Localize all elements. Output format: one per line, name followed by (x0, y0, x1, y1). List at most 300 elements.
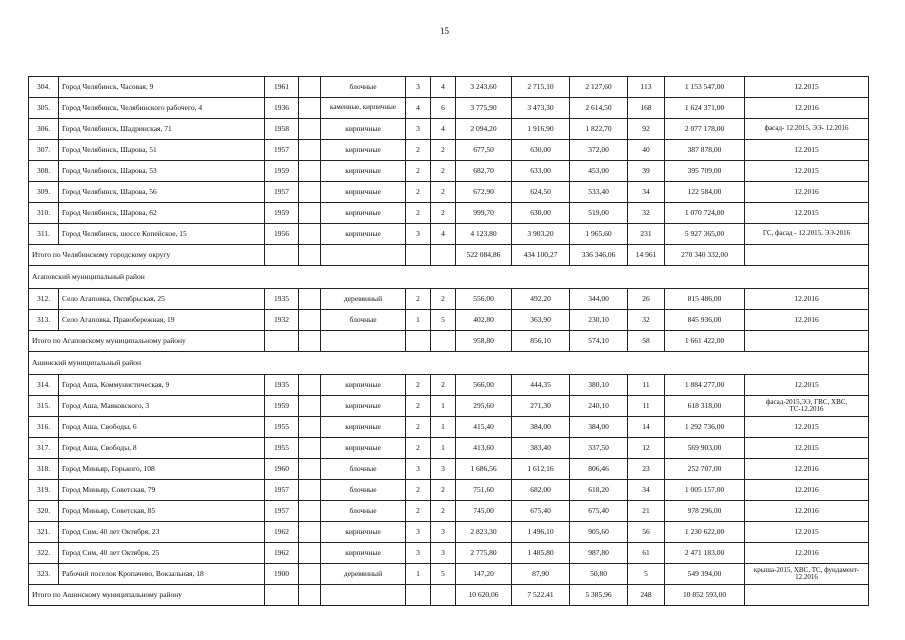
table-cell: 12.2016 (745, 310, 869, 331)
table-cell (299, 480, 321, 501)
table-row (29, 161, 869, 182)
table-cell: 322. (29, 543, 59, 564)
table-cell: 380,10 (570, 375, 628, 396)
table-cell: 122 584,00 (665, 182, 745, 203)
table-cell: 1 485,80 (512, 543, 570, 564)
table-row (29, 543, 869, 564)
table-cell: 295,60 (456, 396, 512, 417)
table-cell: 2 (431, 480, 456, 501)
table-cell: 32 (628, 310, 665, 331)
total-label: Итого по Челябинскому городскому округу (29, 245, 265, 266)
table-cell: 395 709,00 (665, 161, 745, 182)
table-cell: 675,40 (512, 501, 570, 522)
table-cell: 14 (628, 417, 665, 438)
table-cell: Город Челябинск, Шарова, 51 (59, 140, 265, 161)
table-row (29, 140, 869, 161)
table-cell: 2 127,60 (570, 77, 628, 98)
table-cell: 304. (29, 77, 59, 98)
table-cell: блочные (321, 77, 406, 98)
table-cell: 23 (628, 459, 665, 480)
table-cell: 2 (431, 501, 456, 522)
table-cell: кирпичные (321, 119, 406, 140)
table-cell: 230,10 (570, 310, 628, 331)
table-cell: 252 707,00 (665, 459, 745, 480)
table-cell: кирпичные (321, 417, 406, 438)
table-cell: Город Аша, Коммунистическая, 9 (59, 375, 265, 396)
table-cell: 12.2015 (745, 161, 869, 182)
table-cell: 444,35 (512, 375, 570, 396)
table-cell (299, 182, 321, 203)
table-cell: 56 (628, 522, 665, 543)
table-cell: 12.2015 (745, 77, 869, 98)
table-row (29, 396, 869, 417)
table-cell: 372,00 (570, 140, 628, 161)
table-cell: 12.2016 (745, 459, 869, 480)
table-cell: кирпичные (321, 543, 406, 564)
table-cell: 413,60 (456, 438, 512, 459)
table-cell: 337,50 (570, 438, 628, 459)
table-cell: 633,00 (512, 161, 570, 182)
table-cell: 147,20 (456, 564, 512, 585)
total-label: Итого по Агаповскому муниципальному району (29, 331, 265, 352)
table-cell: кирпичные (321, 203, 406, 224)
table-cell: 1 686,56 (456, 459, 512, 480)
table-cell: 618 318,00 (665, 396, 745, 417)
table-cell: 4 (406, 98, 431, 119)
table-cell: 34 (628, 480, 665, 501)
total-cell: 5 385,96 (570, 585, 628, 606)
table-cell: 344,00 (570, 289, 628, 310)
table-cell: 1962 (265, 543, 299, 564)
table-cell: 11 (628, 375, 665, 396)
table-cell: 3 (431, 543, 456, 564)
table-cell: 317. (29, 438, 59, 459)
table-cell: 2 614,50 (570, 98, 628, 119)
table-cell: 26 (628, 289, 665, 310)
total-cell: 1 661 422,00 (665, 331, 745, 352)
table-cell: 12 (628, 438, 665, 459)
table-cell: 533,40 (570, 182, 628, 203)
table-cell: 845 936,00 (665, 310, 745, 331)
table-cell: 3 473,30 (512, 98, 570, 119)
table-cell: 630,00 (512, 203, 570, 224)
table-cell: 61 (628, 543, 665, 564)
table-cell: 3 (406, 119, 431, 140)
table-cell: 1 822,70 (570, 119, 628, 140)
table-cell: Город Аша, Маяковского, 3 (59, 396, 265, 417)
section-header-row (29, 352, 869, 375)
table-cell: ГС, фасад - 12.2015, ЭЭ-2016 (745, 224, 869, 245)
table-cell: 1958 (265, 119, 299, 140)
table-cell (299, 375, 321, 396)
table-row (29, 224, 869, 245)
table-cell: 677,50 (456, 140, 512, 161)
table-row (29, 119, 869, 140)
table-cell: 999,70 (456, 203, 512, 224)
table-cell (299, 417, 321, 438)
table-row (29, 182, 869, 203)
total-cell: 434 100,27 (512, 245, 570, 266)
table-cell: 92 (628, 119, 665, 140)
table-cell: кирпичные (321, 375, 406, 396)
table-cell: Село Агаповка, Правобережная, 19 (59, 310, 265, 331)
table-cell: 1 292 736,00 (665, 417, 745, 438)
table-cell: фасад-2015,ЭЭ, ГВС, ХВС, ТС-12.2016 (745, 396, 869, 417)
table-cell: 1 496,10 (512, 522, 570, 543)
table-cell: 363,90 (512, 310, 570, 331)
total-cell: 14 961 (628, 245, 665, 266)
table-cell: 1 (431, 438, 456, 459)
table-row (29, 564, 869, 585)
table-cell: 2 823,30 (456, 522, 512, 543)
table-cell: 1960 (265, 459, 299, 480)
table-cell: 2 (406, 417, 431, 438)
table-cell: 1932 (265, 310, 299, 331)
table-cell: 4 (431, 224, 456, 245)
table-row (29, 203, 869, 224)
table-cell: 1 (406, 564, 431, 585)
table-cell: 40 (628, 140, 665, 161)
table-cell: 4 123,80 (456, 224, 512, 245)
table-row (29, 417, 869, 438)
table-cell: 745,00 (456, 501, 512, 522)
total-cell: 58 (628, 331, 665, 352)
table-cell: 1959 (265, 161, 299, 182)
table-cell: кирпичные (321, 522, 406, 543)
table-cell: 2 (431, 161, 456, 182)
total-cell: 522 084,86 (456, 245, 512, 266)
table-cell: 1959 (265, 396, 299, 417)
table-cell: 1 624 371,00 (665, 98, 745, 119)
table-cell: 305. (29, 98, 59, 119)
table-cell (299, 501, 321, 522)
table-cell: 12.2015 (745, 203, 869, 224)
table-cell: 987,80 (570, 543, 628, 564)
table-row (29, 480, 869, 501)
total-cell (745, 245, 869, 266)
table-cell: 2 (431, 203, 456, 224)
table-cell: 21 (628, 501, 665, 522)
table-cell: 12.2016 (745, 182, 869, 203)
table-cell: блочные (321, 501, 406, 522)
table-cell: 12.2016 (745, 543, 869, 564)
table-cell: 383,40 (512, 438, 570, 459)
table-cell: 3 243,60 (456, 77, 512, 98)
table-cell: 12.2016 (745, 480, 869, 501)
table-cell: 12.2015 (745, 522, 869, 543)
table-cell: фасад- 12.2015, ЭЭ- 12.2016 (745, 119, 869, 140)
table-cell: 314. (29, 375, 59, 396)
empty-cell (299, 331, 321, 352)
table-cell: 11 (628, 396, 665, 417)
table-cell: 1957 (265, 140, 299, 161)
table-cell: 5 (628, 564, 665, 585)
table-cell: 2 (406, 140, 431, 161)
table-cell: 1957 (265, 182, 299, 203)
empty-cell (431, 585, 456, 606)
table-cell (299, 522, 321, 543)
table-cell: 231 (628, 224, 665, 245)
table-cell: блочные (321, 480, 406, 501)
table-cell: 34 (628, 182, 665, 203)
table-cell (299, 459, 321, 480)
table-cell: 2 (431, 182, 456, 203)
table-cell: Город Сим, 40 лет Октября, 25 (59, 543, 265, 564)
table-cell: 313. (29, 310, 59, 331)
table-cell: 3 (431, 522, 456, 543)
table-cell (299, 203, 321, 224)
table-cell: 1962 (265, 522, 299, 543)
table-cell: 1935 (265, 375, 299, 396)
table-cell: 415,40 (456, 417, 512, 438)
table-cell: 2 (406, 161, 431, 182)
table-cell: 5 (431, 310, 456, 331)
empty-cell (265, 245, 299, 266)
table-cell: 806,46 (570, 459, 628, 480)
table-cell (299, 98, 321, 119)
table-cell: кирпичные (321, 182, 406, 203)
table-cell: 815 486,00 (665, 289, 745, 310)
table-cell: 1936 (265, 98, 299, 119)
table-cell: 4 (431, 77, 456, 98)
page-number: 15 (440, 26, 449, 36)
table-cell: 402,80 (456, 310, 512, 331)
table-cell: 50,80 (570, 564, 628, 585)
table-cell: 682,00 (512, 480, 570, 501)
table-cell: 453,00 (570, 161, 628, 182)
table-cell: 12.2016 (745, 98, 869, 119)
table-cell: 318. (29, 459, 59, 480)
table-cell: 1 070 724,00 (665, 203, 745, 224)
table-cell: 1957 (265, 480, 299, 501)
table-cell: 675,40 (570, 501, 628, 522)
table-cell: 2 (406, 501, 431, 522)
total-cell: 574,10 (570, 331, 628, 352)
table-cell: 618,20 (570, 480, 628, 501)
table-cell: Город Миньяр, Горького, 108 (59, 459, 265, 480)
table-cell: Город Аша, Свободы, 6 (59, 417, 265, 438)
table-cell: Город Челябинск, шоссе Копейское, 15 (59, 224, 265, 245)
table-cell: 1956 (265, 224, 299, 245)
table-cell: Город Челябинск, Челябинского рабочего, 4 (59, 98, 265, 119)
table-cell: 905,60 (570, 522, 628, 543)
table-cell: 308. (29, 161, 59, 182)
table-cell: 672,90 (456, 182, 512, 203)
table-cell (299, 543, 321, 564)
table-cell: 2 715,10 (512, 77, 570, 98)
table-cell: Город Челябинск, Часовая, 9 (59, 77, 265, 98)
table-cell: 1955 (265, 438, 299, 459)
table-cell: 1 (431, 396, 456, 417)
table-cell: 2 (406, 203, 431, 224)
table-cell (299, 140, 321, 161)
table-cell: 1 965,60 (570, 224, 628, 245)
total-cell: 248 (628, 585, 665, 606)
table-cell: 321. (29, 522, 59, 543)
table-cell: каменные, кирпичные (321, 98, 406, 119)
total-cell: 7 522,41 (512, 585, 570, 606)
table-cell: 3 (431, 459, 456, 480)
table-cell: 624,50 (512, 182, 570, 203)
table-cell: 384,00 (570, 417, 628, 438)
table-cell: 12.2015 (745, 438, 869, 459)
table-cell: Рабочий поселок Кропачево, Вокзальная, 18 (59, 564, 265, 585)
table-row (29, 522, 869, 543)
table-cell: 2 (431, 289, 456, 310)
empty-cell (431, 245, 456, 266)
table-cell (299, 77, 321, 98)
table-row (29, 98, 869, 119)
table-cell: 2 (406, 375, 431, 396)
table-cell: 3 (406, 543, 431, 564)
table-cell: 3 (406, 224, 431, 245)
table-cell: 1957 (265, 501, 299, 522)
table-cell: Город Миньяр, Советская, 79 (59, 480, 265, 501)
table-cell: крыша-2015, ХВС, ТС, фундамент- 12.2016 (745, 564, 869, 585)
table-row (29, 77, 869, 98)
table-cell: 311. (29, 224, 59, 245)
table-cell (299, 310, 321, 331)
total-cell (745, 585, 869, 606)
table-cell: 556,00 (456, 289, 512, 310)
empty-cell (406, 245, 431, 266)
table-cell (299, 289, 321, 310)
table-cell (299, 119, 321, 140)
table-cell: 87,90 (512, 564, 570, 585)
table-cell: 682,70 (456, 161, 512, 182)
table-cell: блочные (321, 310, 406, 331)
total-cell: 958,80 (456, 331, 512, 352)
table-cell: Город Челябинск, Шарова, 56 (59, 182, 265, 203)
table-cell: кирпичные (321, 140, 406, 161)
buildings-table (28, 76, 869, 606)
table-cell (299, 564, 321, 585)
table-cell: 2 077 178,00 (665, 119, 745, 140)
table-cell: 2 775,80 (456, 543, 512, 564)
table-cell: кирпичные (321, 396, 406, 417)
table-cell: 3 (406, 522, 431, 543)
table-cell: 1 230 622,00 (665, 522, 745, 543)
table-cell: 2 471 183,00 (665, 543, 745, 564)
table-cell: 39 (628, 161, 665, 182)
table-cell: 384,00 (512, 417, 570, 438)
table-cell: 3 (406, 77, 431, 98)
empty-cell (265, 585, 299, 606)
table-cell: 3 (406, 459, 431, 480)
table-cell: 12.2015 (745, 140, 869, 161)
section-label: Ашинский муниципальный район (29, 352, 869, 375)
table-cell: Город Челябинск, Шарова, 62 (59, 203, 265, 224)
table-cell: 2 (406, 438, 431, 459)
table-cell: 5 927 365,00 (665, 224, 745, 245)
table-row (29, 310, 869, 331)
table-cell: деревянный (321, 289, 406, 310)
table-cell: 12.2016 (745, 501, 869, 522)
table-cell: 751,60 (456, 480, 512, 501)
table-cell: 6 (431, 98, 456, 119)
table-cell: 1 612,16 (512, 459, 570, 480)
table-cell: деревянный (321, 564, 406, 585)
table-cell: 1 (406, 310, 431, 331)
table-cell: 323. (29, 564, 59, 585)
table-row (29, 375, 869, 396)
empty-cell (406, 331, 431, 352)
total-row (29, 331, 869, 352)
table-cell (299, 224, 321, 245)
table-cell: 630,00 (512, 140, 570, 161)
table-cell: блочные (321, 459, 406, 480)
table-cell: 316. (29, 417, 59, 438)
empty-cell (321, 585, 406, 606)
table-cell: 312. (29, 289, 59, 310)
table-cell: 1935 (265, 289, 299, 310)
total-cell: 856,10 (512, 331, 570, 352)
total-cell: 10 620,06 (456, 585, 512, 606)
table-cell: 320. (29, 501, 59, 522)
table-cell: 2 (406, 396, 431, 417)
table-cell: 4 (431, 119, 456, 140)
table-cell: 12.2015 (745, 375, 869, 396)
table-cell: 1959 (265, 203, 299, 224)
section-label: Агаповский муниципальный район (29, 266, 869, 289)
total-cell: 10 852 593,00 (665, 585, 745, 606)
table-cell: 2 (431, 140, 456, 161)
empty-cell (406, 585, 431, 606)
section-header-row (29, 266, 869, 289)
table-cell: 319. (29, 480, 59, 501)
table-cell: 12.2016 (745, 289, 869, 310)
total-row (29, 585, 869, 606)
table-cell: Город Сим, 40 лет Октября, 23 (59, 522, 265, 543)
table-cell: 1 884 277,00 (665, 375, 745, 396)
table-cell: кирпичные (321, 161, 406, 182)
table-cell: 1961 (265, 77, 299, 98)
table-cell: 5 (431, 564, 456, 585)
empty-cell (431, 331, 456, 352)
table-cell: 113 (628, 77, 665, 98)
total-cell: 270 340 332,00 (665, 245, 745, 266)
empty-cell (321, 245, 406, 266)
table-cell: 1 153 547,00 (665, 77, 745, 98)
table-cell: кирпичные (321, 224, 406, 245)
table-cell: 240,10 (570, 396, 628, 417)
total-label: Итого по Ашинскому муниципальному району (29, 585, 265, 606)
table-cell: 2 (406, 182, 431, 203)
table-cell: 387 878,00 (665, 140, 745, 161)
table-cell: 978 296,00 (665, 501, 745, 522)
table-cell: 168 (628, 98, 665, 119)
table-cell: Город Челябинск, Шарова, 53 (59, 161, 265, 182)
table-cell: 12.2015 (745, 417, 869, 438)
table-cell: 1 916,90 (512, 119, 570, 140)
table-cell: Село Агаповка, Октябрьская, 25 (59, 289, 265, 310)
table-cell (299, 161, 321, 182)
table-row (29, 459, 869, 480)
table-cell: 306. (29, 119, 59, 140)
empty-cell (265, 331, 299, 352)
empty-cell (299, 245, 321, 266)
table-row (29, 438, 869, 459)
total-row (29, 245, 869, 266)
table-cell: кирпичные (321, 438, 406, 459)
total-cell (745, 331, 869, 352)
table-cell: 310. (29, 203, 59, 224)
table-cell: 3 903,20 (512, 224, 570, 245)
table-cell: 32 (628, 203, 665, 224)
empty-cell (321, 331, 406, 352)
table-cell: Город Аша, Свободы, 8 (59, 438, 265, 459)
table-row (29, 501, 869, 522)
